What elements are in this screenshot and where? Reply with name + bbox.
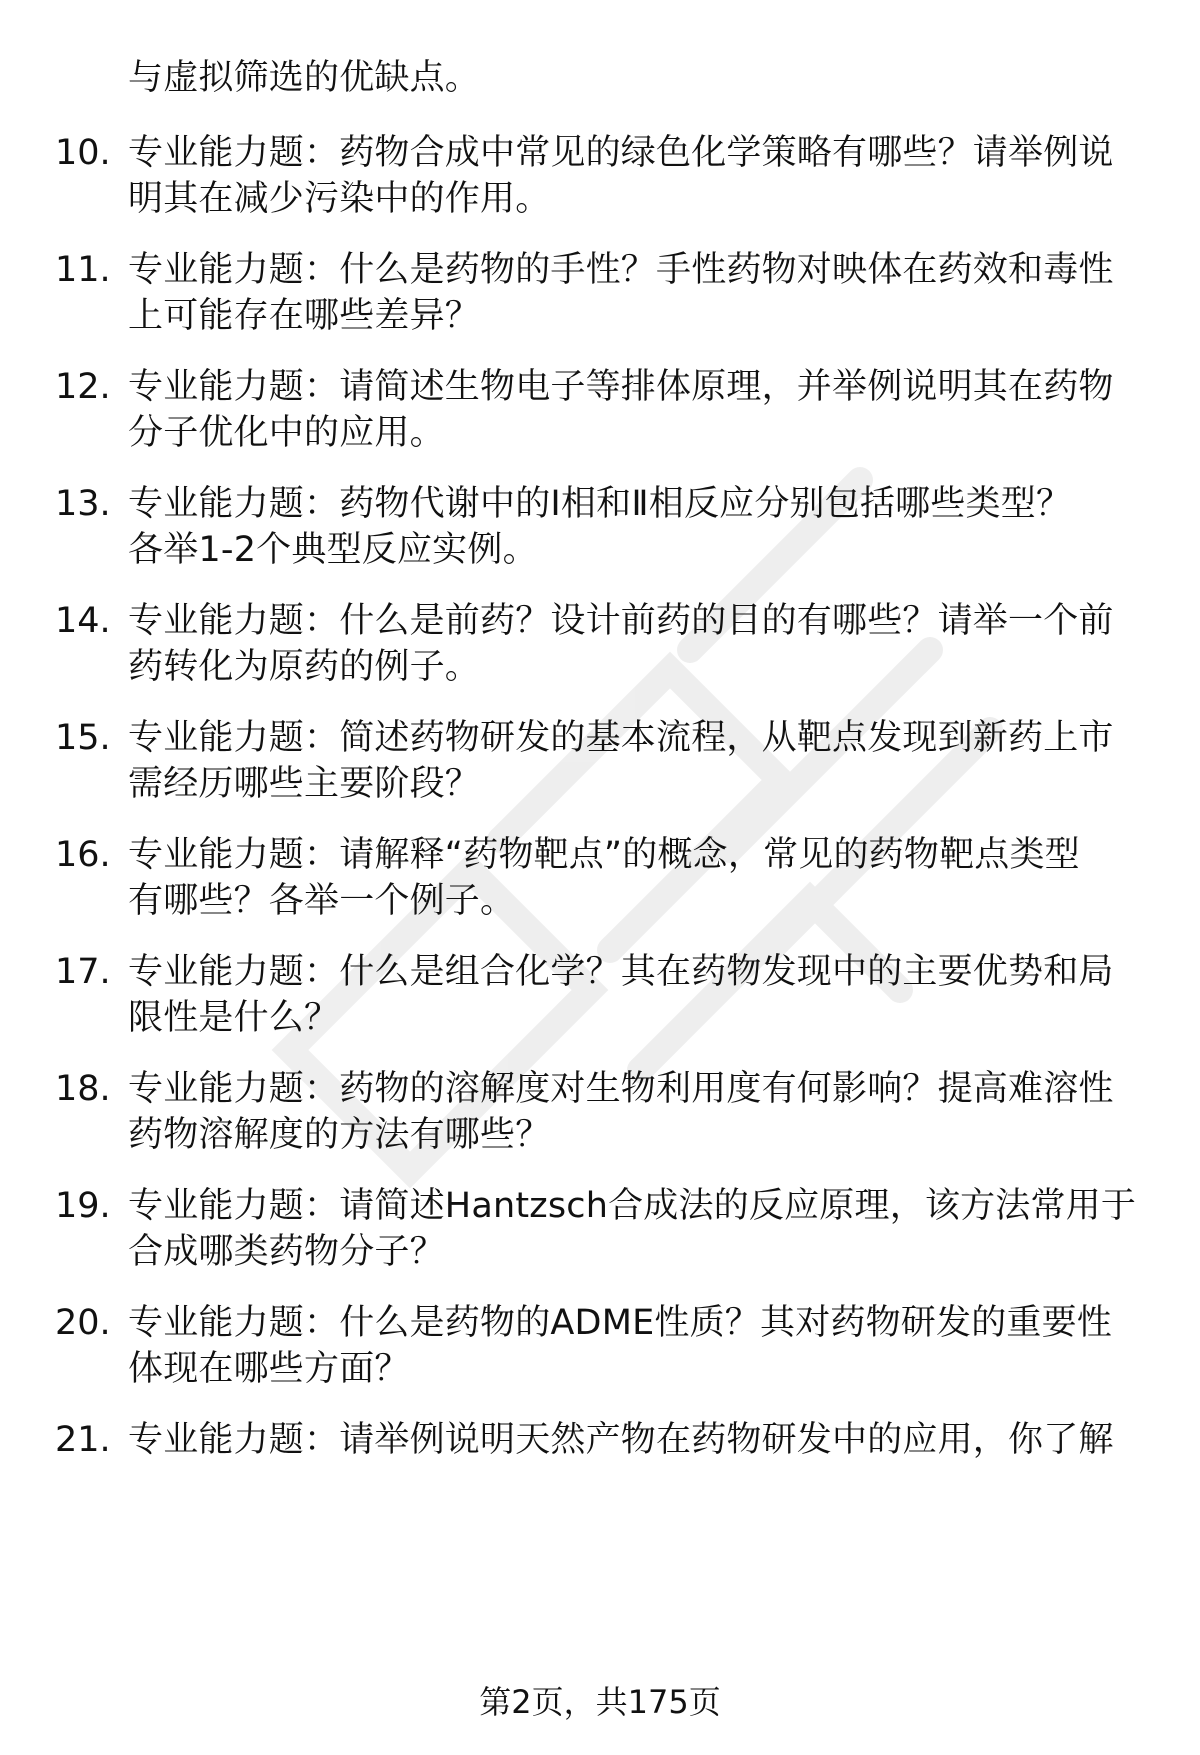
- question-text-line1: 专业能力题：什么是药物的ADME性质？其对药物研发的重要性: [128, 1303, 1113, 1343]
- question-number: 11.: [55, 250, 111, 290]
- question-number: 17.: [55, 952, 111, 992]
- question-text-line1: 专业能力题：请简述Hantzsch合成法的反应原理，该方法常用于: [128, 1186, 1137, 1226]
- question-text-line1: 专业能力题：请解释“药物靶点”的概念，常见的药物靶点类型: [128, 835, 1080, 875]
- question-number: 19.: [55, 1186, 111, 1226]
- question-number: 15.: [55, 718, 111, 758]
- question-number: 21.: [55, 1420, 111, 1460]
- question-text-line1: 专业能力题：请举例说明天然产物在药物研发中的应用，你了解: [128, 1420, 1114, 1460]
- question-text-line1: 专业能力题：药物的溶解度对生物利用度有何影响？提高难溶性: [128, 1069, 1114, 1109]
- question-text-line2: 各举1-2个典型反应实例。: [128, 530, 538, 570]
- question-number: 14.: [55, 601, 111, 641]
- question-number: 16.: [55, 835, 111, 875]
- question-text-line2: 明其在减少污染中的作用。: [128, 179, 551, 219]
- question-number: 18.: [55, 1069, 111, 1109]
- question-text-line2: 合成哪类药物分子？: [128, 1232, 445, 1272]
- question-text-line2: 药转化为原药的例子。: [128, 647, 481, 687]
- question-text-line1: 专业能力题：什么是药物的手性？手性药物对映体在药效和毒性: [128, 250, 1114, 290]
- question-text-line2: 限性是什么？: [128, 998, 340, 1038]
- question-text-line1: 专业能力题：简述药物研发的基本流程，从靶点发现到新药上市: [128, 718, 1114, 758]
- question-text-line1: 专业能力题：什么是前药？设计前药的目的有哪些？请举一个前: [128, 601, 1114, 641]
- question-text-line2: 药物溶解度的方法有哪些？: [128, 1115, 551, 1155]
- question-number: 13.: [55, 484, 111, 524]
- question-text-line2: 有哪些？各举一个例子。: [128, 881, 516, 921]
- question-text-line1: 专业能力题：药物代谢中的Ⅰ相和Ⅱ相反应分别包括哪些类型？: [128, 484, 1072, 524]
- question-text-line2: 分子优化中的应用。: [128, 413, 445, 453]
- question-text-line1: 专业能力题：请简述生物电子等排体原理，并举例说明其在药物: [128, 367, 1114, 407]
- page-footer: 第2页，共175页: [479, 1683, 721, 1721]
- continuation-line: 与虚拟筛选的优缺点。: [128, 58, 481, 98]
- question-number: 12.: [55, 367, 111, 407]
- question-number: 20.: [55, 1303, 111, 1343]
- question-number: 10.: [55, 133, 111, 173]
- question-text-line1: 专业能力题：药物合成中常见的绿色化学策略有哪些？请举例说: [128, 133, 1114, 173]
- question-text-line2: 体现在哪些方面？: [128, 1349, 410, 1389]
- question-text-line1: 专业能力题：什么是组合化学？其在药物发现中的主要优势和局: [128, 952, 1114, 992]
- question-text-line2: 需经历哪些主要阶段？: [128, 764, 481, 804]
- question-text-line2: 上可能存在哪些差异？: [128, 296, 481, 336]
